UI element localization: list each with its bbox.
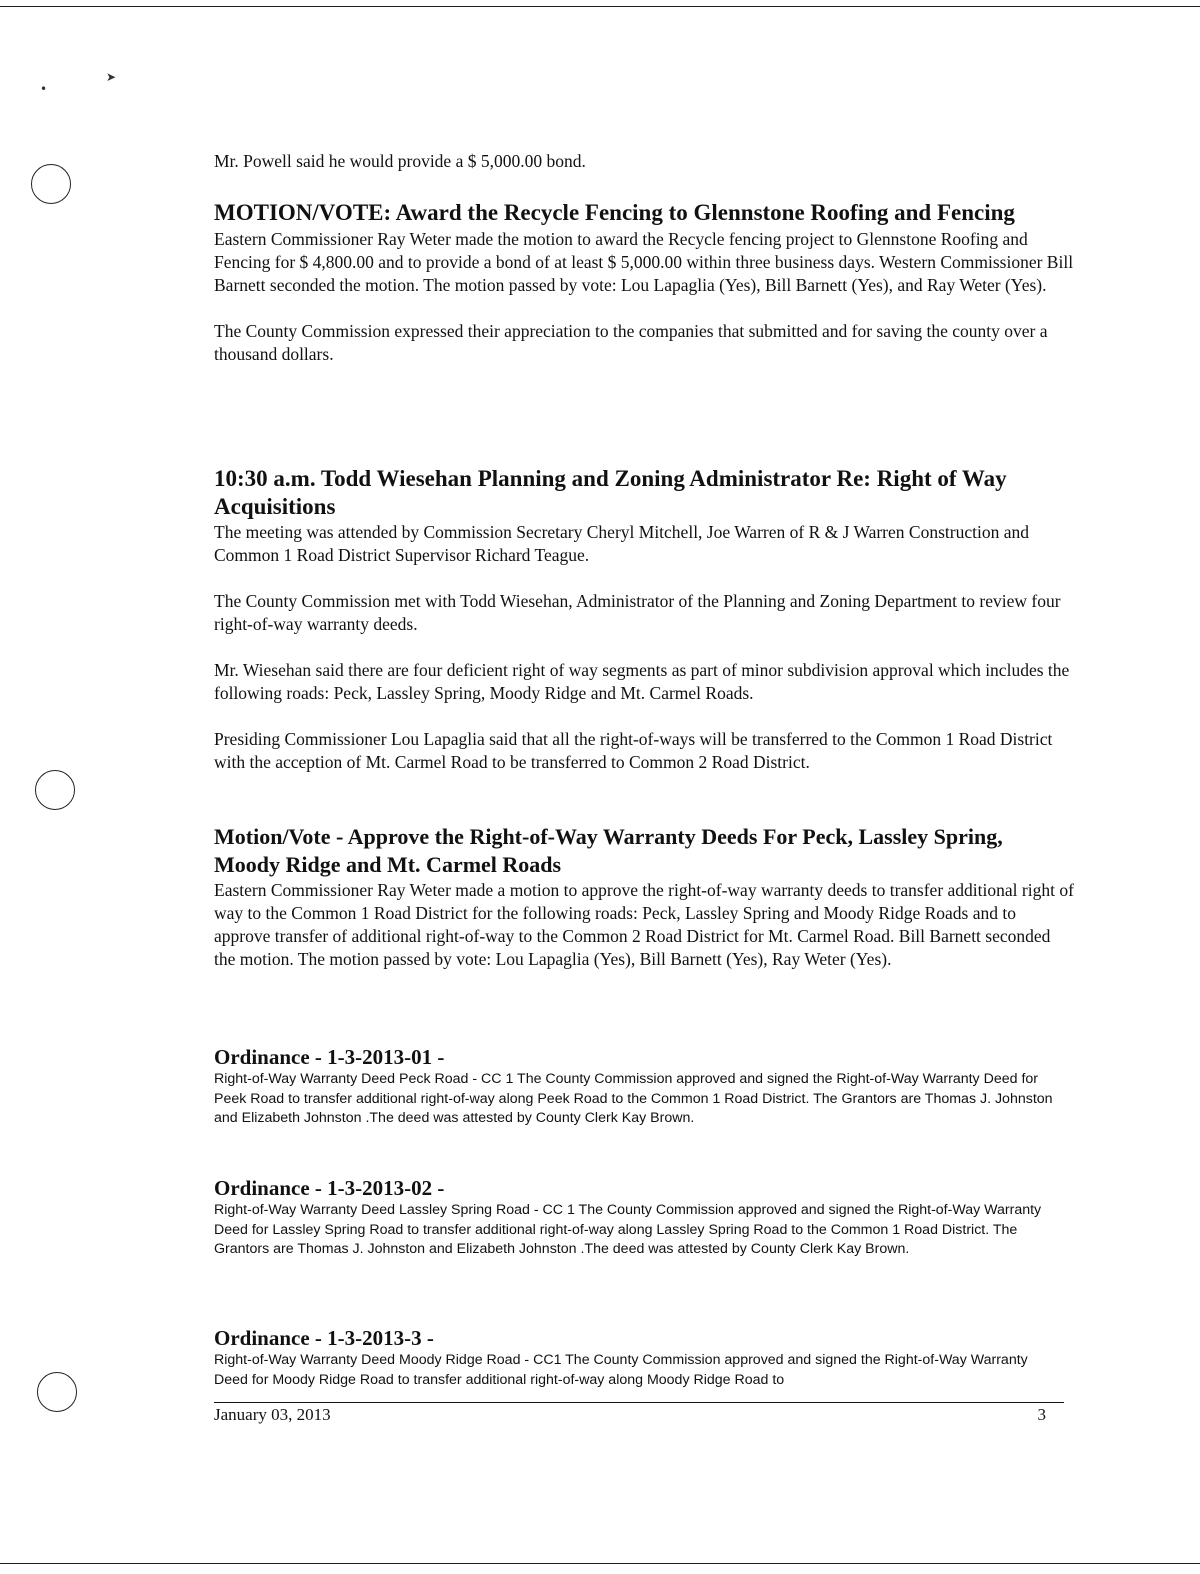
section-paragraph: Presiding Commissioner Lou Lapaglia said that all the right-of-ways will be transferred to the Common 1 Road District with the acception of Mt. Carmel Road to be transferred to Common 2 Road District. <box>214 729 1053 772</box>
ordinance-heading: Ordinance - 1-3-2013-02 - <box>214 1176 445 1200</box>
section-paragraph: Mr. Wiesehan said there are four deficient right of way segments as part of minor subdivision approval which includes the following roads: Peck, Lassley Spring, Moody Ridge and Mt. Carmel Roads. <box>214 660 1070 703</box>
ordinance-block <box>214 1175 1064 1260</box>
section-paragraph: Eastern Commissioner Ray Weter made a motion to approve the right-of-way warranty deeds to transfer additional right of way to the Common 1 Road District for the following roads: Peck, Lassley Spring and Moody Ridge Roads and to approve transfer of additional right-of-way to the Common 2 Road District for Mt. Carmel Road. Bill Barnett seconded the motion. The motion passed by vote: Lou Lapaglia (Yes), Bill Barnett (Yes), Ray Weter (Yes). <box>214 880 1074 969</box>
page-footer <box>214 1402 1064 1425</box>
page-number: 3 <box>1037 1405 1046 1424</box>
section-paragraph: The County Commission expressed their appreciation to the companies that submitted and for saving the county over a thousand dollars. <box>214 321 1048 364</box>
ordinance-text: Right-of-Way Warranty Deed Moody Ridge Road - CC1 The County Commission approved and signed the Right-of-Way Warranty Deed for Moody Ridge Road to transfer additional right-of-way along Moody Ridge Road to <box>214 1352 1028 1388</box>
punch-hole-middle-icon <box>35 770 75 810</box>
ordinance-heading: Ordinance - 1-3-2013-3 - <box>214 1326 434 1350</box>
section-heading: 10:30 a.m. Todd Wiesehan Planning and Zoning Administrator Re: Right of Way Acquisitions <box>214 466 1007 519</box>
section-paragraph: The meeting was attended by Commission Secretary Cheryl Mitchell, Joe Warren of R & J Warren Construction and Common 1 Road District Supervisor Richard Teague. <box>214 522 1029 565</box>
section-heading: Motion/Vote - Approve the Right-of-Way Warranty Deeds For Peck, Lassley Spring, Moody Ridge and Mt. Carmel Roads <box>214 824 1003 877</box>
ordinance-text: Right-of-Way Warranty Deed Peck Road - CC 1 The County Commission approved and signed the Right-of-Way Warranty Deed for Peek Road to transfer additional right-of-way along Peek Road to the Common 1 Road District. The Grantors are Thomas J. Johnston and Elizabeth Johnston .The deed was attested by County Clerk Kay Brown. <box>214 1071 1053 1126</box>
ordinance-block <box>214 1044 1064 1129</box>
ordinance-text: Right-of-Way Warranty Deed Lassley Spring Road - CC 1 The County Commission approved and signed the Right-of-Way Warranty Deed for Lassley Spring Road to transfer additional right-of-way along Lassley Spring Road to the Common 1 Road District. The Grantors are Thomas J. Johnston and Elizabeth Johnston .The deed was attested by County Clerk Kay Brown. <box>214 1202 1042 1257</box>
footer-date: January 03, 2013 <box>214 1405 331 1424</box>
scan-speck-mark: • <box>40 82 48 96</box>
scan-top-edge-line <box>0 6 1200 7</box>
section-recycle-fencing <box>214 197 1074 366</box>
punch-hole-top-icon <box>31 164 71 204</box>
punch-hole-bottom-icon <box>37 1372 77 1412</box>
scan-speck-mark: ➤ <box>106 70 117 84</box>
section-warranty-deeds-vote <box>214 823 1074 971</box>
section-right-of-way-acquisitions <box>214 465 1074 774</box>
intro-block <box>214 150 1074 173</box>
scan-bottom-edge-line <box>0 1563 1200 1564</box>
section-paragraph: Eastern Commissioner Ray Weter made the motion to award the Recycle fencing project to Glennstone Roofing and Fencing for $ 4,800.00 and to provide a bond of at least $ 5,000.00 within three business days. Western Commissioner Bill Barnett seconded the motion. The motion passed by vote: Lou Lapaglia (Yes), Bill Barnett (Yes), and Ray Weter (Yes). <box>214 229 1074 295</box>
ordinance-heading: Ordinance - 1-3-2013-01 - <box>214 1045 445 1069</box>
section-heading: MOTION/VOTE: Award the Recycle Fencing to Glennstone Roofing and Fencing <box>214 200 1015 225</box>
intro-paragraph: Mr. Powell said he would provide a $ 5,000.00 bond. <box>214 151 586 171</box>
ordinance-block <box>214 1325 1064 1390</box>
section-paragraph: The County Commission met with Todd Wiesehan, Administrator of the Planning and Zoning Department to review four right-of-way warranty deeds. <box>214 591 1061 634</box>
